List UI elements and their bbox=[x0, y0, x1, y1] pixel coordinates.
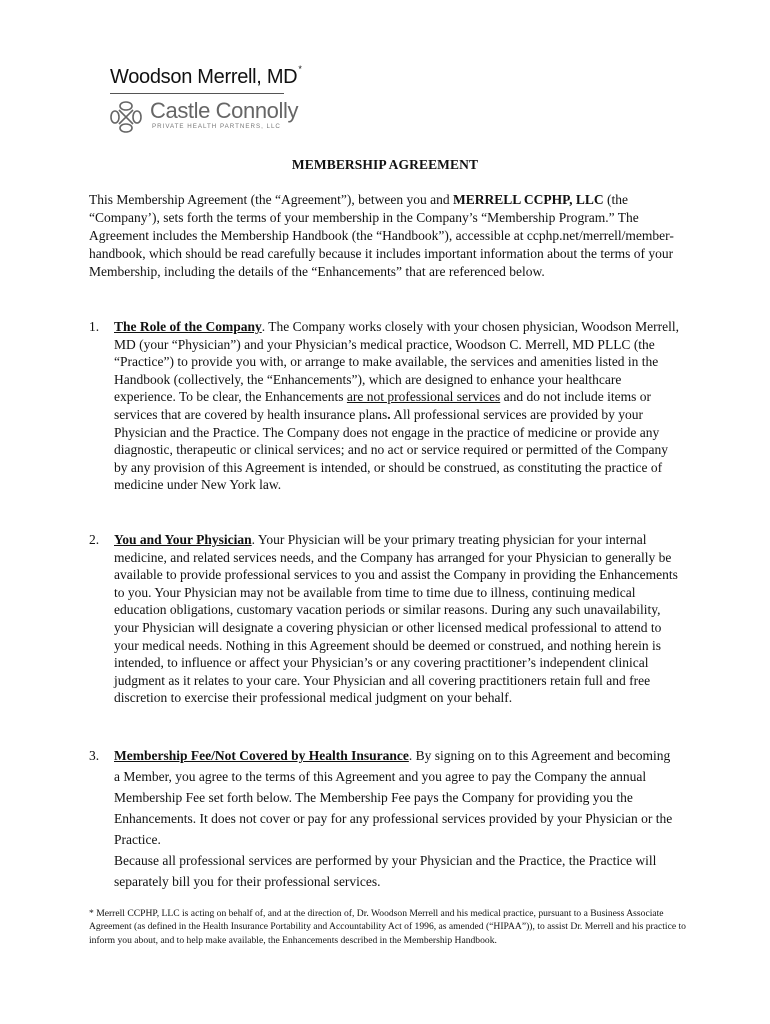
section-heading: You and Your Physician bbox=[114, 532, 252, 547]
section-body bbox=[114, 531, 679, 707]
physician-name-text: Woodson Merrell, MD bbox=[110, 66, 298, 88]
castle-connolly-knot-icon bbox=[108, 99, 144, 135]
section-text: . Your Physician will be your primary treating physician for your internal medicine, and related services needs, and the Company has arranged for your Physician to generally be available to provide professional services to you and assist the Company in providing the Enhancements to you. Your Physician may not be available from time to time due to illness, continuing medical education obligations, customary vacation periods or similar reasons. During any such unavailability, your Physician will designate a covering physician or other licensed medical professional to attend to your medical needs. Nothing in this Agreement should be deemed or construed, and nothing herein is intended, to influence or affect your Physician’s or any covering practitioner’s independent clinical judgment as it relates to your care. Your Physician and all covering practitioners retain full and free discretion to exercise their professional medical judgment on your behalf. bbox=[114, 532, 678, 706]
section-body bbox=[114, 318, 679, 494]
document-title: MEMBERSHIP AGREEMENT bbox=[291, 157, 479, 172]
company-name: MERRELL CCPHP, LLC bbox=[453, 192, 604, 207]
intro-text-1: This Membership Agreement (the “Agreement”), between you and bbox=[89, 192, 453, 207]
brand-name: Castle Connolly bbox=[150, 98, 299, 123]
brand-tagline: PRIVATE HEALTH PARTNERS, LLC bbox=[152, 123, 281, 130]
section-1 bbox=[89, 318, 679, 494]
physician-logo-name bbox=[110, 66, 302, 89]
section-body bbox=[114, 745, 679, 892]
section-heading: Membership Fee/Not Covered by Health Insurance bbox=[114, 748, 409, 763]
section-text: . By signing on to this Agreement and becoming a Member, you agree to the terms of this Agreement and you agree to pay the Company the annual Membership Fee set forth below. The Membership Fee pays the Company for providing you the Enhancements. It does not cover or pay for any professional services provided by your Physician or the Practice. bbox=[114, 748, 673, 847]
section-text-2: and do not include items or services that are covered by health insurance plans bbox=[114, 389, 651, 422]
section-text-3: All professional services are provided by your Physician and the Practice. The Company does not engage in the practice of medicine or provide any diagnostic, therapeutic or clinical services; and no act or service required or permitted of the Company by any provision of this Agreement is intended, or should be construed, as constituting the practice of medicine under New York law. bbox=[114, 406, 669, 493]
section-number: 3. bbox=[89, 748, 100, 763]
section-number: 1. bbox=[89, 319, 100, 334]
section-3 bbox=[89, 745, 679, 892]
section-heading: The Role of the Company bbox=[114, 319, 262, 334]
intro-paragraph bbox=[89, 191, 679, 281]
section-2 bbox=[89, 531, 679, 707]
underlined-phrase: are not professional services bbox=[346, 389, 501, 405]
section-text-2: Because all professional services are performed by your Physician and the Practice, the Practice will separately bill you for their professional services. bbox=[114, 853, 657, 889]
section-number: 2. bbox=[89, 532, 100, 547]
footnote-mark: * bbox=[298, 64, 302, 74]
intro-text-2: (the “Company’), sets forth the terms of your membership in the Company’s “Membership Program.” The Agreement includes the Membership Handbook (the “Handbook”), accessible at ccphp.net/merrell/member-handbook, which should be read carefully because it includes important information about the terms of your Membership, including the details of the “Enhancements” that are referenced below. bbox=[89, 192, 674, 279]
footnote: * Merrell CCPHP, LLC is acting on behalf of, and at the direction of, Dr. Woodson Merrell and his medical practice, pursuant to a Business Associate Agreement (as defined in the Health Insurance Portability and Accountability Act of 1996, as amended (“HIPAA”)), to assist Dr. Merrell and his practice to inform you about, and to help make available, the Enhancements described in the Membership Handbook. bbox=[89, 908, 686, 946]
section-text: . The Company works closely with your chosen physician, Woodson Merrell, MD (your “Physician”) and your Physician’s medical practice, Woodson C. Merrell, MD PLLC (the “Practice”) to provide you with, or arrange to make available, the services and amenities listed in the Handbook (collectively, the “Enhancements”), which are designed to enhance your healthcare experience. To be clear, the Enhancements bbox=[114, 319, 679, 405]
logo-divider bbox=[110, 93, 284, 94]
bold-period: . bbox=[387, 406, 391, 422]
